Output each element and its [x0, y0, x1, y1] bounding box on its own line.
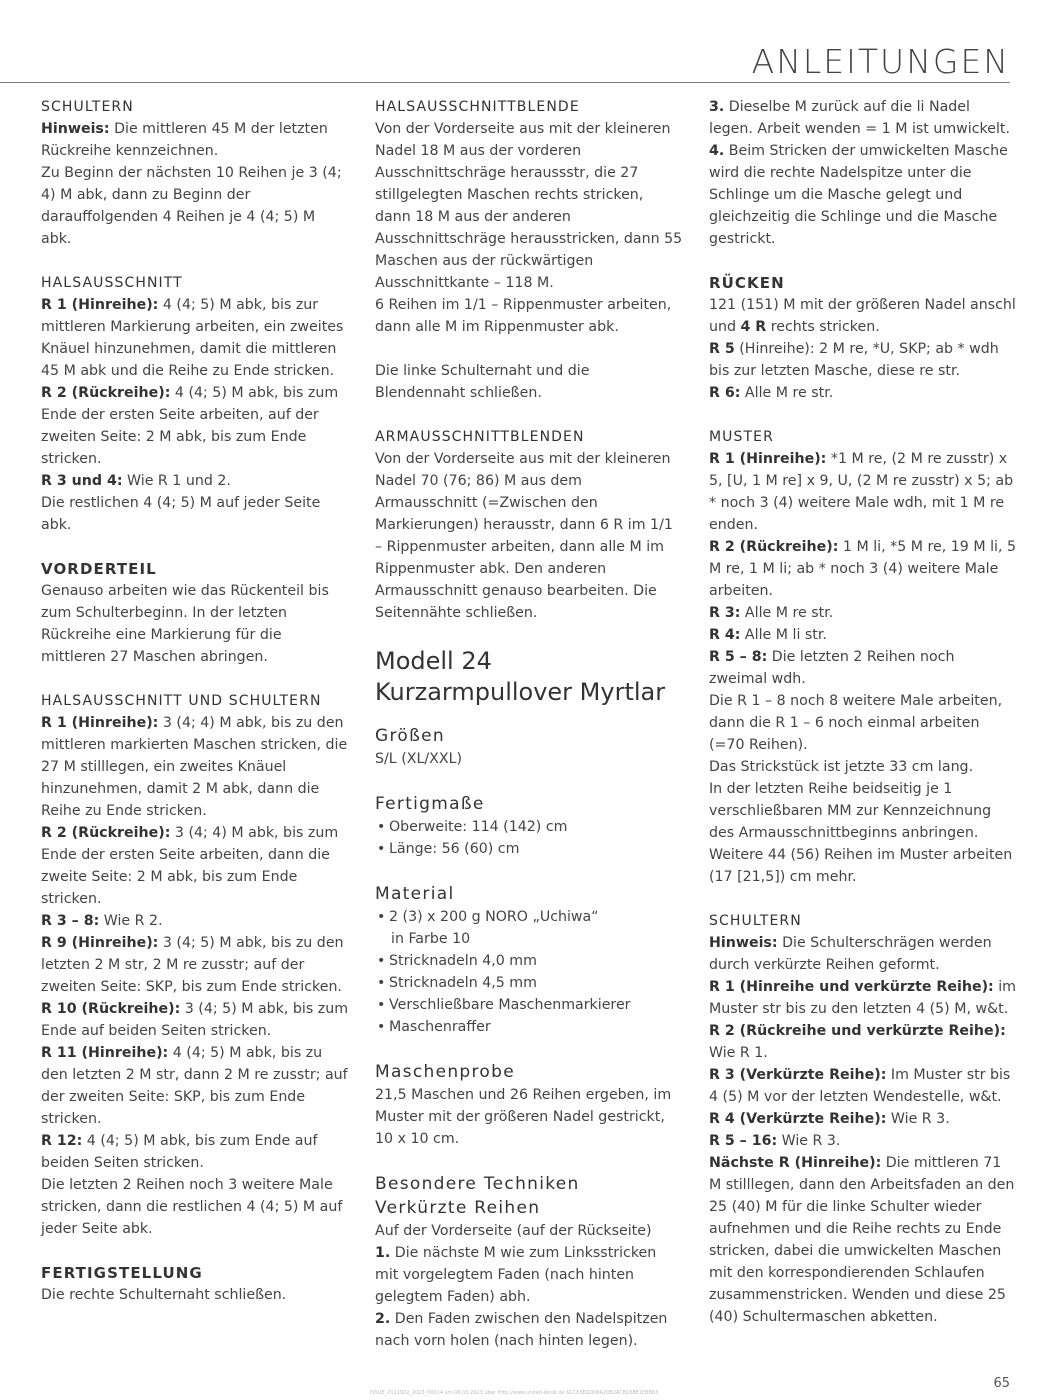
section-muster [709, 426, 1017, 888]
heading-schultern: SCHULTERN [41, 99, 134, 115]
section-title: ANLEITUNGEN [751, 42, 1010, 81]
text: Oberweite: 114 (142) cm [389, 819, 568, 835]
section-halsausschnittblende [375, 96, 683, 338]
label: R 2 (Rückreihe): [709, 539, 839, 555]
paragraph [709, 1064, 1017, 1108]
header-rule [0, 82, 1010, 83]
text: Wie R 3. [777, 1133, 841, 1149]
bullet-icon: • [377, 953, 386, 969]
text: 3 (4; 4) M abk, bis zu den mittleren markierten Maschen stricken, die 27 M stilllegen, ein zweites Knäuel hinzunehmen, damit 2 M abk, dann die Reihe zu Ende stricken. [41, 715, 348, 819]
heading-verkuerzte-reihen: Verkürzte Reihen [375, 1198, 541, 1218]
text: Wie R 2. [99, 913, 163, 929]
text: Im Muster str bis 4 (5) M vor der letzten Wendestelle, w&t. [709, 1067, 1011, 1105]
label: R 9 (Hinreihe): [41, 935, 159, 951]
heading-halsausschnittblende: HALSAUSSCHNITTBLENDE [375, 99, 580, 115]
heading-fertigstellung: FERTIGSTELLUNG [41, 1264, 203, 1282]
list-item [375, 994, 683, 1016]
text: Maschenraffer [389, 1019, 491, 1035]
label: R 2 (Rückreihe): [41, 385, 171, 401]
section-material [375, 882, 683, 1038]
page-number: 65 [993, 1376, 1010, 1391]
text: 4 (4; 5) M abk, bis zur mittleren Markierung arbeiten, ein zweites Knäuel hinzunehmen, damit die mittleren 45 M abk und die Reihe zu Ende stricken. [41, 297, 344, 379]
text: 4 (4; 5) M abk, bis zu den letzten 2 M str, dann 2 M re zusstr; auf der zweiten Seite: SKP, bis zum Ende stricken. [41, 1045, 348, 1127]
text: im Muster str bis zu den letzten 4 (5) M, w&t. [709, 979, 1017, 1017]
paragraph: S/L (XL/XXL) [375, 751, 463, 767]
paragraph: Die linke Schulternaht und die Blendennaht schließen. [375, 363, 590, 401]
text: 121 (151) M mit der größeren Nadel anschl und [709, 297, 1016, 335]
label: R 1 (Hinreihe): [709, 451, 827, 467]
text: Die nächste M wie zum Linksstricken mit vorgelegtem Faden (nach hinten gelegtem Faden) abh. [375, 1245, 657, 1305]
text: Die mittleren 71 M stilllegen, dann den Arbeitsfaden an den 25 (40) M für die linke Schulter wieder aufnehmen und die Reihe rechts zu Ende stricken, dabei die umwickelten Maschen mit den korrespondierenden Schlaufen zusammenstricken. Wenden und diese 25 (40) Schultermaschen abketten. [709, 1155, 1015, 1325]
heading-ruecken: RÜCKEN [709, 274, 785, 292]
heading-halsausschnitt-und-schultern: HALSAUSSCHNITT UND SCHULTERN [41, 693, 322, 709]
paragraph: Von der Vorderseite aus mit der kleineren Nadel 70 (76; 86) M aus dem Armausschnitt (=Zwischen den Markierungen) herausstr, dann 6 R im 1/1 – Rippenmuster arbeiten, dann alle M im Rippenmuster abk. Den anderen Armausschnitt genauso bearbeiten. Die Seitennähte schließen. [375, 451, 673, 621]
label: R 3 (Verkürzte Reihe): [709, 1067, 887, 1083]
label: R 2 (Rückreihe und verkürzte Reihe): [709, 1023, 1006, 1039]
paragraph [709, 1108, 1017, 1130]
label: R 1 (Hinreihe und verkürzte Reihe): [709, 979, 994, 995]
label: R 5 [709, 341, 735, 357]
heading-vorderteil: VORDERTEIL [41, 560, 157, 578]
paragraph [709, 382, 1017, 404]
text: 4 (4; 5) M abk, bis zum Ende der ersten Seite arbeiten, auf der zweiten Seite: 2 M abk, bis zum Ende stricken. [41, 385, 339, 467]
paragraph: Die rechte Schulternaht schließen. [41, 1287, 287, 1303]
label: R 3: [709, 605, 741, 621]
heading-material: Material [375, 884, 455, 904]
text: 3 (4; 5) M abk, bis zum Ende auf beiden Seiten stricken. [41, 1001, 349, 1039]
text: rechts stricken. [766, 319, 880, 335]
section-blendennaht [375, 360, 683, 404]
paragraph: Das Strickstück ist jetzte 33 cm lang. [709, 759, 974, 775]
paragraph: Von der Vorderseite aus mit der kleineren Nadel 18 M aus der vorderen Ausschnittschräge heraussstr, die 27 stillgelegten Maschen rechts stricken, dann 18 M aus der anderen Ausschnittschräge herausstricken, dann 55 Maschen aus der rückwärtigen Ausschnittkante – 118 M. [375, 121, 683, 291]
bullet-icon: • [377, 909, 386, 925]
text: Die Schulterschrägen werden durch verkürzte Reihen geformt. [709, 935, 992, 973]
label: R 5 – 16: [709, 1133, 778, 1149]
list-item [375, 816, 683, 838]
paragraph [709, 976, 1017, 1020]
label: 1. [375, 1245, 391, 1261]
text: Wie R 3. [886, 1111, 950, 1127]
heading-armausschnittblenden: ARMAUSSCHNITTBLENDEN [375, 429, 585, 445]
text: Alle M li str. [740, 627, 827, 643]
label: R 4 (Verkürzte Reihe): [709, 1111, 887, 1127]
section-groessen [375, 724, 683, 770]
page-header [0, 0, 1050, 84]
paragraph [709, 602, 1017, 624]
text: Alle M re str. [740, 385, 834, 401]
bullet-icon: • [377, 841, 386, 857]
paragraph [709, 96, 1017, 140]
list-item [375, 1016, 683, 1038]
text: *1 M re, (2 M re zusstr) x 5, [U, 1 M re] x 9, U, (2 M re zusstr) x 5; ab * noch 3 (4) weitere Male wdh, mit 1 M re enden. [709, 451, 1014, 533]
list-item [375, 838, 683, 860]
column-3 [709, 96, 1017, 1350]
label: Hinweis: [41, 121, 110, 137]
heading-fertigmasse: Fertigmaße [375, 794, 485, 814]
text: 3 (4; 4) M abk, bis zum Ende der ersten Seite arbeiten, dann die zweite Seite: 2 M abk, bis zum Ende stricken. [41, 825, 339, 907]
bullet-icon: • [377, 1019, 386, 1035]
paragraph [375, 1242, 683, 1308]
label: R 5 – 8: [709, 649, 768, 665]
text: 4 (4; 5) M abk, bis zum Ende auf beiden Seiten stricken. [41, 1133, 318, 1171]
label: Hinweis: [709, 935, 778, 951]
text: Stricknadeln 4,5 mm [389, 975, 537, 991]
label: R 4: [709, 627, 741, 643]
column-1 [41, 96, 349, 1328]
list-item-continued: in Farbe 10 [391, 931, 471, 947]
label: R 1 (Hinreihe): [41, 715, 159, 731]
text: 3 (4; 5) M abk, bis zu den letzten 2 M str, 2 M re zusstr; auf der zweiten Seite: SKP, bis zum Ende stricken. [41, 935, 344, 995]
section-fertigstellung [41, 1262, 349, 1306]
text: Alle M re str. [740, 605, 834, 621]
column-2 [375, 96, 683, 1374]
text: Verschließbare Maschenmarkierer [389, 997, 631, 1013]
label: R 11 (Hinreihe): [41, 1045, 169, 1061]
bullet-icon: • [377, 819, 386, 835]
section-vorderteil [41, 558, 349, 668]
heading-maschenprobe: Maschenprobe [375, 1062, 515, 1082]
label: 2. [375, 1311, 391, 1327]
section-halsausschnitt-und-schultern [41, 690, 349, 1240]
paragraph [709, 1020, 1017, 1064]
paragraph: 6 Reihen im 1/1 – Rippenmuster arbeiten, dann alle M im Rippenmuster abk. [375, 297, 672, 335]
model-name: Kurzarmpullover Myrtlar [375, 678, 666, 706]
paragraph: Genauso arbeiten wie das Rückenteil bis zum Schulterbeginn. In der letzten Rückreihe eine Markierung für die mittleren 27 Maschen abringen. [41, 583, 329, 665]
paragraph [41, 1130, 349, 1174]
paragraph: Die letzten 2 Reihen noch 3 weitere Male stricken, dann die restlichen 4 (4; 5) M auf jeder Seite abk. [41, 1177, 343, 1237]
list-item [375, 972, 683, 994]
heading-groessen: Größen [375, 726, 445, 746]
section-techniken [375, 1172, 683, 1352]
section-armausschnittblenden [375, 426, 683, 624]
paragraph [41, 998, 349, 1042]
paragraph: 21,5 Maschen und 26 Reihen ergeben, im Muster mit der größeren Nadel gestrickt, 10 x 10 cm. [375, 1087, 672, 1147]
paragraph: Auf der Vorderseite (auf der Rückseite) [375, 1223, 652, 1239]
paragraph [709, 932, 1017, 976]
section-ruecken [709, 272, 1017, 404]
text: Stricknadeln 4,0 mm [389, 953, 537, 969]
paragraph [41, 932, 349, 998]
label: R 10 (Rückreihe): [41, 1001, 181, 1017]
paragraph [41, 1042, 349, 1130]
text: Wie R 1 und 2. [122, 473, 231, 489]
label: R 3 und 4: [41, 473, 123, 489]
text: (Hinreihe): 2 M re, *U, SKP; ab * wdh bis zur letzten Masche, diese re str. [709, 341, 999, 379]
label: R 12: [41, 1133, 83, 1149]
paragraph [709, 140, 1017, 250]
section-schultern [41, 96, 349, 250]
paragraph [709, 338, 1017, 382]
text: Dieselbe M zurück auf die li Nadel legen. Arbeit wenden = 1 M ist umwickelt. [709, 99, 1010, 137]
text: Wie R 1. [709, 1045, 768, 1061]
label: R 2 (Rückreihe): [41, 825, 171, 841]
text: 1 M li, *5 M re, 19 M li, 5 M re, 1 M li; ab * noch 3 (4) weitere Male arbeiten. [709, 539, 1016, 599]
heading-schultern: SCHULTERN [709, 913, 802, 929]
text: Länge: 56 (60) cm [389, 841, 520, 857]
paragraph [709, 646, 1017, 690]
list-item [375, 906, 683, 928]
paragraph: Die R 1 – 8 noch 8 weitere Male arbeiten, dann die R 1 – 6 noch einmal arbeiten (=70 Reihen). [709, 693, 1003, 753]
label: 4. [709, 143, 725, 159]
section-halsausschnitt [41, 272, 349, 536]
bullet-icon: • [377, 997, 386, 1013]
text: Die mittleren 45 M der letzten Rückreihe kennzeichnen. [41, 121, 328, 159]
section-fertigmasse [375, 792, 683, 860]
paragraph [709, 1130, 1017, 1152]
heading-halsausschnitt: HALSAUSSCHNITT [41, 275, 183, 291]
paragraph [709, 448, 1017, 536]
paragraph [41, 822, 349, 910]
paragraph [709, 624, 1017, 646]
paragraph [709, 294, 1017, 338]
paragraph [709, 536, 1017, 602]
label: 4 R [740, 319, 767, 335]
paragraph [375, 1308, 683, 1352]
label: R 1 (Hinreihe): [41, 297, 159, 313]
paragraph [709, 1152, 1017, 1328]
paragraph: Die restlichen 4 (4; 5) M auf jeder Seite abk. [41, 495, 321, 533]
list-item [375, 950, 683, 972]
paragraph [41, 118, 349, 162]
section-schultern-2 [709, 910, 1017, 1328]
model-number: Modell 24 [375, 647, 492, 675]
heading-muster: MUSTER [709, 429, 774, 445]
paragraph [41, 910, 349, 932]
section-maschenprobe [375, 1060, 683, 1150]
text: Den Faden zwischen den Nadelspitzen nach vorn holen (nach hinten legen). [375, 1311, 668, 1349]
paragraph [41, 712, 349, 822]
paragraph [41, 294, 349, 382]
label: R 6: [709, 385, 741, 401]
bullet-icon: • [377, 975, 386, 991]
label: R 3 – 8: [41, 913, 100, 929]
heading-besondere-techniken: Besondere Techniken [375, 1174, 580, 1194]
paragraph: Zu Beginn der nächsten 10 Reihen je 3 (4; 4) M abk, dann zu Beginn der darauffolgenden 4 Reihen je 4 (4; 5) M abk. [41, 165, 342, 247]
paragraph [41, 382, 349, 470]
section-techniken-continued [709, 96, 1017, 250]
model-title [375, 646, 683, 708]
text: Die letzten 2 Reihen noch zweimal wdh. [709, 649, 955, 687]
text: Beim Stricken der umwickelten Masche wird die rechte Nadelspitze unter die Schlinge um die Masche gelegt und gleichzeitig die Schlinge und die Masche gestrickt. [709, 143, 1008, 247]
label: 3. [709, 99, 725, 115]
label: Nächste R (Hinreihe): [709, 1155, 882, 1171]
paragraph: In der letzten Reihe beidseitig je 1 verschließbaren MM zur Kennzeichnung des Armausschnittbeginns anbringen. Weitere 44 (56) Reihen im Muster arbeiten (17 [21,5]) cm mehr. [709, 781, 1013, 885]
text: 2 (3) x 200 g NORO „Uchiwa“ [389, 909, 599, 925]
imprint-line: ISSUE_2111922_2023_00014 am 06.03.2023 über http://www.united-kiosk.de 6CCE3B1D08A20B2ACB168E1E8B63 [370, 1390, 659, 1396]
paragraph [41, 470, 349, 492]
